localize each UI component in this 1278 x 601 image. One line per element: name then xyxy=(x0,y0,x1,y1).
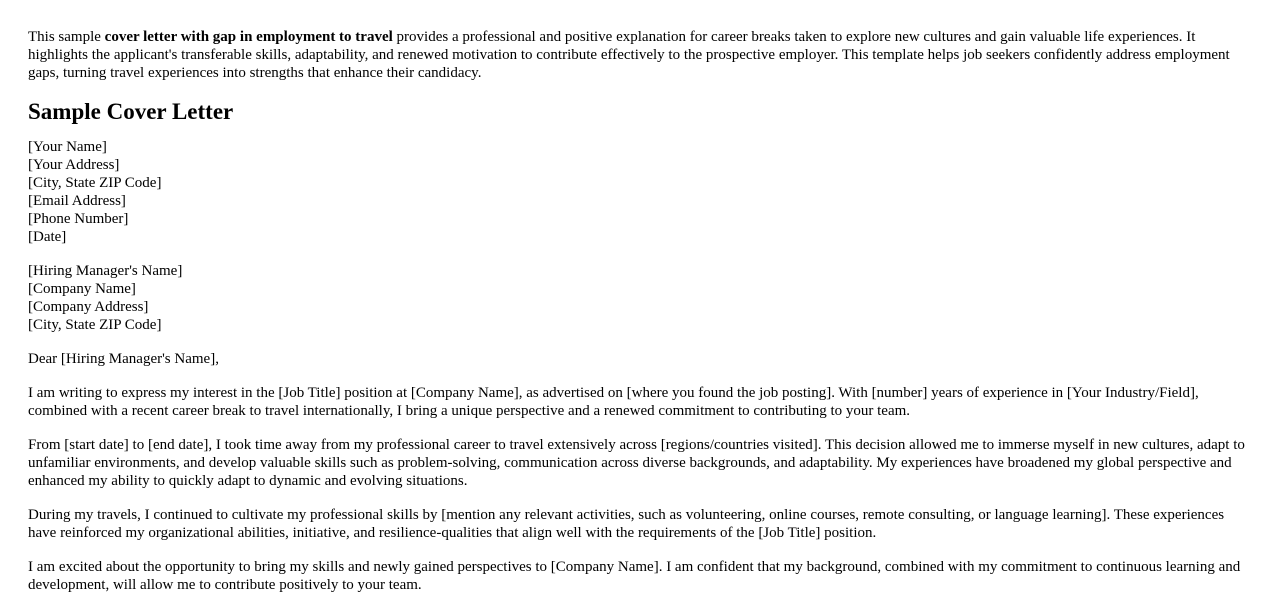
sender-city-state-zip: [City, State ZIP Code] xyxy=(28,175,162,191)
intro-suffix: provides a professional and positive explanation for career breaks taken to explore new cultures and gain valuable life experiences. It highlights the applicant's transferable skills, adaptability, and renewed motivation to contribute effectively to the prospective employer. This template helps job seekers confidently address employment gaps, turning travel experiences into strengths that enhance their candidacy. xyxy=(28,29,1230,81)
sender-phone: [Phone Number] xyxy=(28,211,129,227)
intro-bold-phrase: cover letter with gap in employment to travel xyxy=(104,29,393,45)
recipient-city-state-zip: [City, State ZIP Code] xyxy=(28,317,162,333)
page-title: Sample Cover Letter xyxy=(28,99,234,124)
sender-email: [Email Address] xyxy=(28,193,126,209)
intro-prefix: This sample xyxy=(28,29,105,45)
body-paragraph-closing: I am excited about the opportunity to bring my skills and newly gained perspectives to [Company Name]. I am confident that my background, combined with my commitment to continuous learning and development, will allow me to contribute positively to your team. xyxy=(28,559,1241,593)
sender-address-block xyxy=(28,138,1250,246)
letter-date: [Date] xyxy=(28,229,67,245)
body-paragraph-skills: During my travels, I continued to cultivate my professional skills by [mention any relevant activities, such as volunteering, online courses, remote consulting, or language learning]. These experiences have reinforced my organizational abilities, initiative, and resilience-qualities that align well with the requirements of the [Job Title] position. xyxy=(28,507,1225,541)
recipient-address-block xyxy=(28,262,1250,334)
body-paragraph-travel: From [start date] to [end date], I took time away from my professional career to travel extensively across [regions/countries visited]. This decision allowed me to immerse myself in new cultures, adapt to unfamiliar environments, and develop valuable skills such as problem-solving, communication across diverse backgrounds, and adaptability. My experiences have broadened my global perspective and enhanced my ability to quickly adapt to dynamic and evolving situations. xyxy=(28,437,1245,489)
recipient-company: [Company Name] xyxy=(28,281,136,297)
recipient-company-address: [Company Address] xyxy=(28,299,149,315)
sender-address: [Your Address] xyxy=(28,157,120,173)
recipient-name: [Hiring Manager's Name] xyxy=(28,263,183,279)
sender-name: [Your Name] xyxy=(28,139,107,155)
salutation: Dear [Hiring Manager's Name], xyxy=(28,351,219,367)
body-paragraph-interest: I am writing to express my interest in the [Job Title] position at [Company Name], as advertised on [where you found the job posting]. With [number] years of experience in [Your Industry/Field], combined with a recent career break to travel internationally, I bring a unique perspective and a renewed commitment to contributing to your team. xyxy=(28,385,1199,419)
intro-paragraph xyxy=(28,28,1250,82)
